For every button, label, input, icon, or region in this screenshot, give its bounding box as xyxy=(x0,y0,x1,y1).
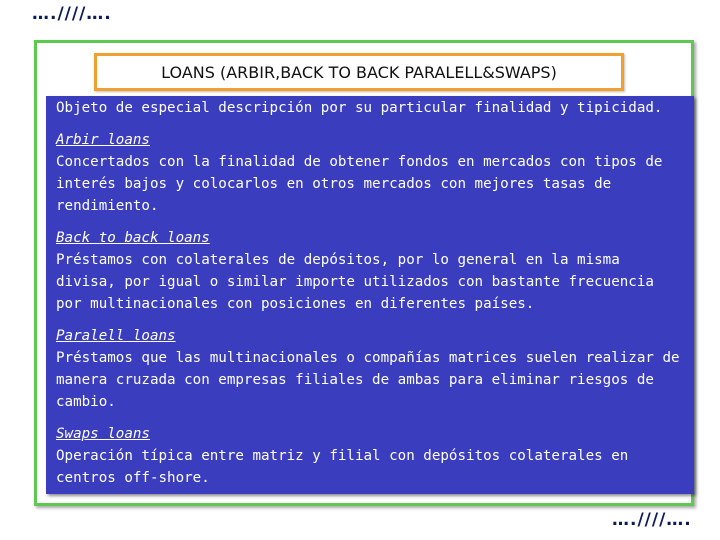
section-heading: Back to back loans xyxy=(56,230,210,246)
section-heading: Paralell loans xyxy=(56,328,176,344)
section-heading: Swaps loans xyxy=(56,426,150,442)
section-heading: Arbir loans xyxy=(56,132,150,148)
section-swaps-loans xyxy=(56,423,684,489)
section-back-to-back-loans xyxy=(56,227,684,315)
section-body: Concertados con la finalidad de obtener fondos en mercados con tipos de interés bajos y colocarlos en otros mercados con mejores tasas de rendimiento. xyxy=(56,154,663,214)
section-body: Operación típica entre matriz y filial con depósitos colaterales en centros off-shore. xyxy=(56,448,629,486)
section-body: Préstamos que las multinacionales o compañías matrices suelen realizar de manera cruzada con empresas filiales de ambas para eliminar riesgos de cambio. xyxy=(56,350,680,410)
top-decorative-mark: ….////…. xyxy=(32,4,112,24)
content-panel xyxy=(46,96,694,494)
slide-title: LOANS (ARBIR,BACK TO BACK PARALELL&SWAPS) xyxy=(94,53,624,91)
section-paralell-loans xyxy=(56,325,684,413)
bottom-decorative-mark: ….////…. xyxy=(612,510,692,530)
section-body: Préstamos con colaterales de depósitos, por lo general en la misma divisa, por igual o similar importe utilizados con bastante frecuencia por multinacionales con posiciones en diferentes países. xyxy=(56,252,654,312)
section-arbir-loans xyxy=(56,129,684,217)
intro-text: Objeto de especial descripción por su particular finalidad y tipicidad. xyxy=(56,100,663,116)
